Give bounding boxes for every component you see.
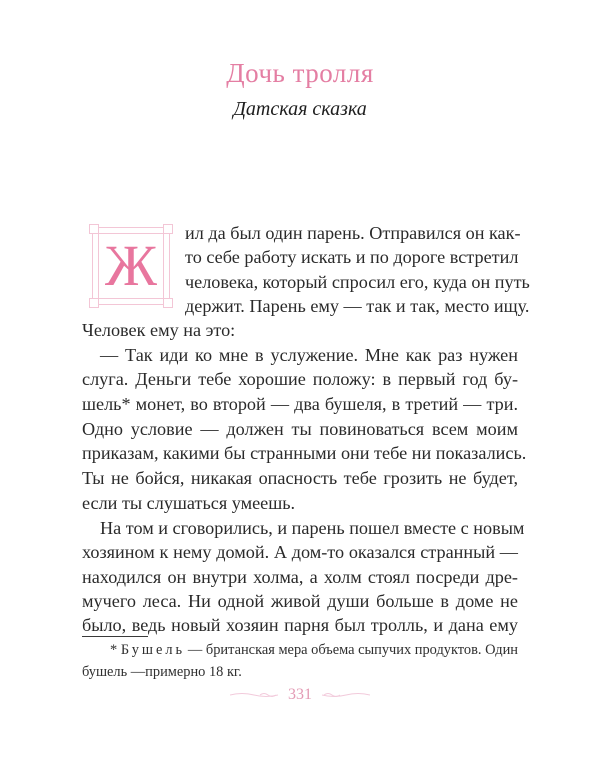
text-line: хозяином к нему домой. А дом-то оказался странный — — [82, 542, 518, 562]
text-line: Ты не бойся, никакая опасность тебе грозить не будет, — [82, 468, 518, 488]
text-line: находился он внутри холма, а холм стоял посреди дре- — [82, 567, 518, 587]
frame-corner-ornament-icon — [163, 224, 173, 234]
footnote-marker: * — [110, 642, 118, 658]
drop-cap — [92, 227, 170, 305]
chapter-subtitle: Датская сказка — [233, 98, 367, 120]
text-line: слуга. Деньги тебе хорошие положу: в первый год бу- — [82, 369, 518, 389]
text-line: человека, который спросил его, куда он путь — [185, 272, 530, 292]
drop-cap-letter: Ж — [105, 233, 157, 298]
chapter-title: Дочь тролля — [226, 58, 374, 88]
text-line: Человек ему на это: — [82, 320, 236, 340]
text-line: Одно условие — должен ты повиноваться всем моим — [82, 419, 518, 439]
frame-corner-ornament-icon — [89, 298, 99, 308]
footnote-definition: — британская мера объема сыпучих продуктов. Один — [187, 642, 518, 658]
frame-corner-ornament-icon — [89, 224, 99, 234]
ornament-right-icon — [322, 691, 370, 699]
text-line: шель* монет, во второй — два бушеля, в третий — три. — [82, 394, 518, 414]
footnote-rule — [82, 636, 148, 637]
text-line: то себе работу искать и по дороге встретил — [185, 247, 519, 267]
text-line: если ты слушаться умеешь. — [82, 493, 296, 513]
text-line: приказам, какими бы странными они тебе ни показались. — [82, 443, 527, 463]
page-number-block — [0, 686, 600, 704]
footnote-term: Бушель — [120, 642, 186, 658]
page-number: 331 — [288, 686, 312, 703]
ornament-left-icon — [230, 691, 278, 699]
text-line: мучего леса. Ни одной живой души больше в доме не — [82, 591, 518, 611]
text-line: На том и сговорились, и парень пошел вместе с новым — [100, 518, 525, 538]
text-line: — Так иди ко мне в услужение. Мне как раз нужен — [100, 345, 518, 365]
text-line: ил да был один парень. Отправился он как- — [185, 223, 521, 243]
frame-corner-ornament-icon — [163, 298, 173, 308]
footnote-lead — [110, 640, 185, 660]
footnote-line-2: бушель —примерно 18 кг. — [82, 664, 242, 680]
text-line: было, ведь новый хозяин парня был тролль, и дана ему — [82, 615, 518, 635]
text-line: держит. Парень ему — так и так, место ищу. — [185, 296, 530, 316]
footnote-line-1 — [110, 640, 518, 660]
